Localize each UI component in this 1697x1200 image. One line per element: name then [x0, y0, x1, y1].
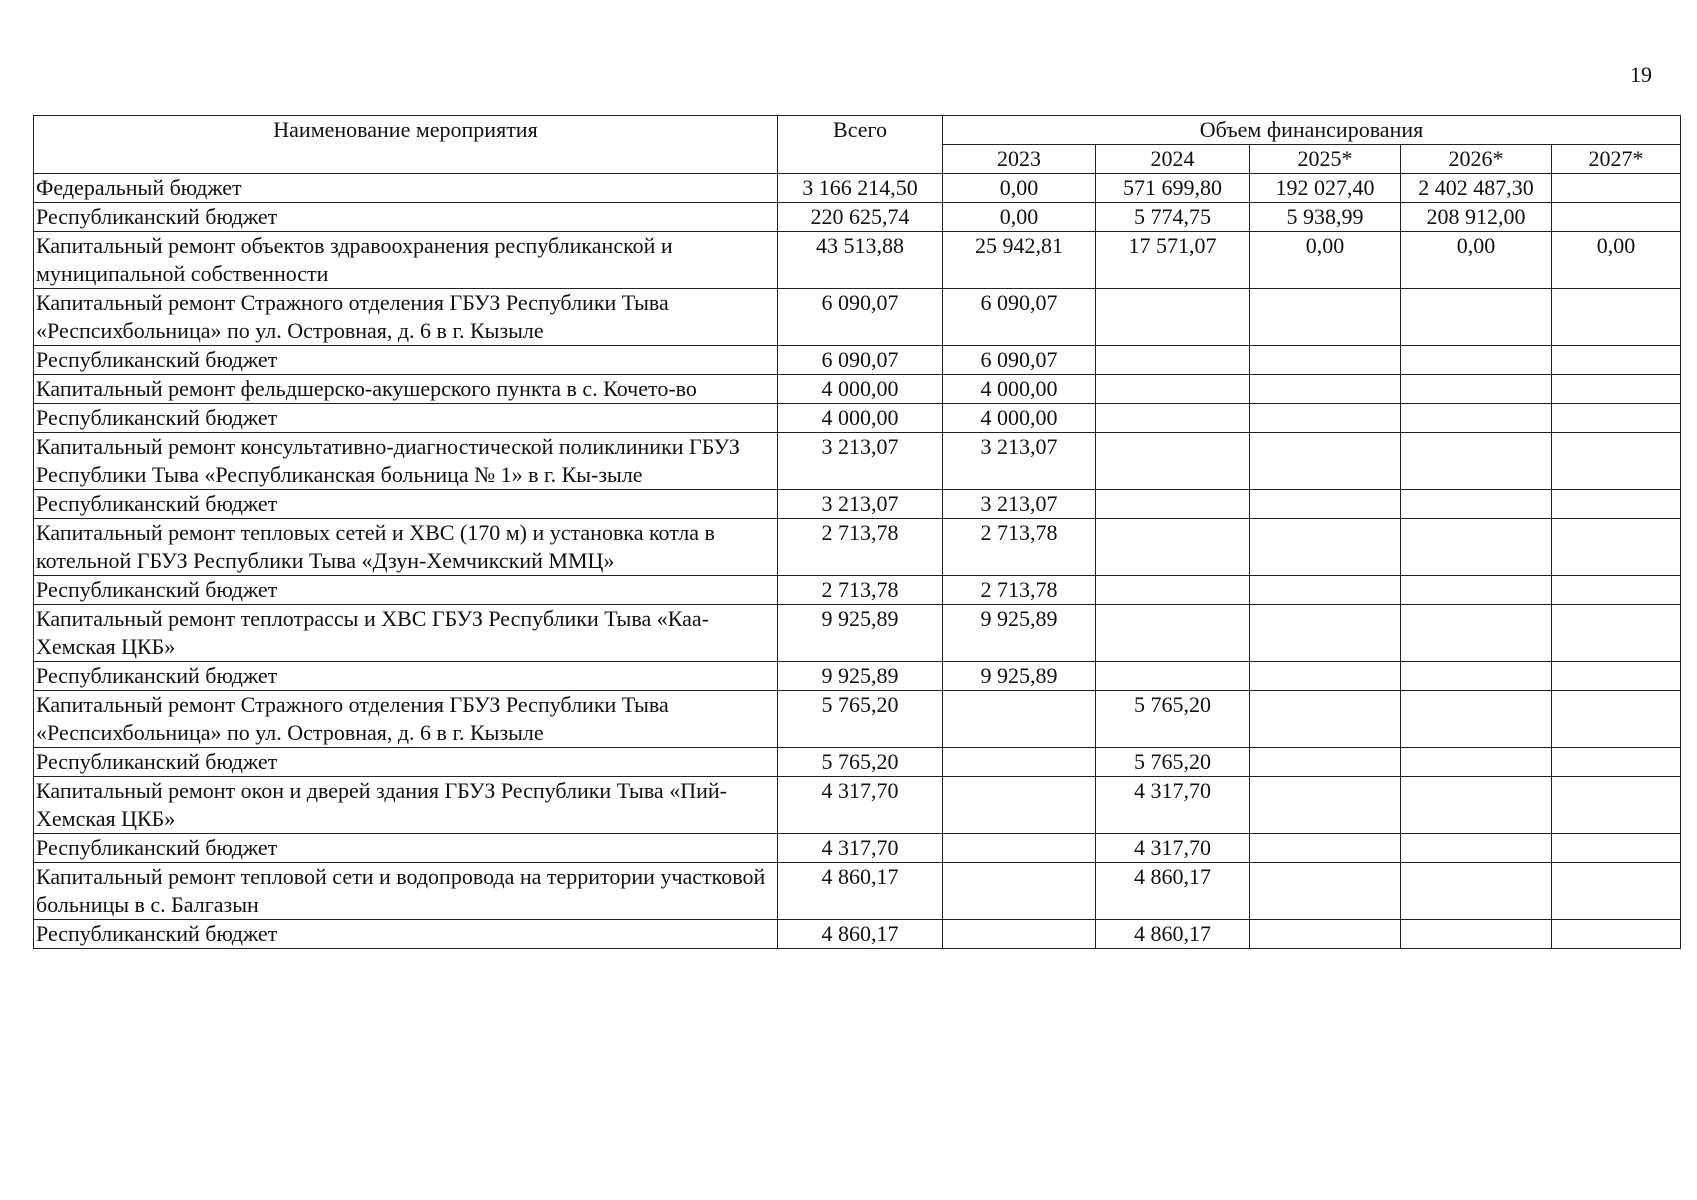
row-2027: [1552, 605, 1681, 662]
row-name: Республиканский бюджет: [34, 920, 778, 949]
row-2025: [1250, 662, 1401, 691]
row-2024: 4 317,70: [1096, 834, 1250, 863]
row-2025: 5 938,99: [1250, 203, 1401, 232]
row-2025: [1250, 433, 1401, 490]
header-year-2024: 2024: [1096, 145, 1250, 174]
row-name: Капитальный ремонт тепловой сети и водопровода на территории участковой больницы в с. Балгазын: [34, 863, 778, 920]
row-2027: [1552, 834, 1681, 863]
row-2024: [1096, 375, 1250, 404]
header-year-2025: 2025*: [1250, 145, 1401, 174]
row-2023: 6 090,07: [943, 289, 1096, 346]
row-name: Республиканский бюджет: [34, 346, 778, 375]
row-2027: [1552, 519, 1681, 576]
row-2026: [1401, 490, 1552, 519]
row-2023: 2 713,78: [943, 576, 1096, 605]
table-row: [34, 777, 1681, 834]
row-name: Капитальный ремонт окон и дверей здания ГБУЗ Республики Тыва «Пий-Хемская ЦКБ»: [34, 777, 778, 834]
row-2025: [1250, 834, 1401, 863]
row-2026: [1401, 375, 1552, 404]
row-2023: [943, 748, 1096, 777]
row-2027: [1552, 691, 1681, 748]
header-total: Всего: [778, 116, 943, 174]
row-2027: 0,00: [1552, 232, 1681, 289]
row-2023: 9 925,89: [943, 662, 1096, 691]
row-2027: [1552, 777, 1681, 834]
row-total: 4 000,00: [778, 404, 943, 433]
row-total: 4 317,70: [778, 834, 943, 863]
row-2024: [1096, 605, 1250, 662]
row-total: 4 317,70: [778, 777, 943, 834]
row-2026: [1401, 834, 1552, 863]
row-2023: 25 942,81: [943, 232, 1096, 289]
row-2026: [1401, 433, 1552, 490]
header-year-2023: 2023: [943, 145, 1096, 174]
row-2025: [1250, 691, 1401, 748]
table-row: [34, 174, 1681, 203]
row-2025: [1250, 605, 1401, 662]
table-row: [34, 519, 1681, 576]
header-year-2026: 2026*: [1401, 145, 1552, 174]
table-row: [34, 346, 1681, 375]
row-name: Республиканский бюджет: [34, 203, 778, 232]
row-2026: [1401, 289, 1552, 346]
table-row: [34, 863, 1681, 920]
table-row: [34, 375, 1681, 404]
row-2023: 3 213,07: [943, 490, 1096, 519]
row-name: Республиканский бюджет: [34, 662, 778, 691]
row-2025: [1250, 576, 1401, 605]
row-2025: [1250, 920, 1401, 949]
row-name: Капитальный ремонт объектов здравоохранения республиканской и муниципальной собственности: [34, 232, 778, 289]
row-2024: [1096, 346, 1250, 375]
row-2026: [1401, 662, 1552, 691]
row-2024: [1096, 433, 1250, 490]
row-2025: [1250, 289, 1401, 346]
table-row: [34, 748, 1681, 777]
row-2023: 9 925,89: [943, 605, 1096, 662]
financing-table: [33, 115, 1681, 949]
row-2023: [943, 777, 1096, 834]
row-total: 43 513,88: [778, 232, 943, 289]
row-name: Республиканский бюджет: [34, 404, 778, 433]
header-year-2027: 2027*: [1552, 145, 1681, 174]
row-2025: [1250, 777, 1401, 834]
row-2026: [1401, 346, 1552, 375]
row-total: 3 213,07: [778, 490, 943, 519]
row-name: Капитальный ремонт Стражного отделения ГБУЗ Республики Тыва «Респсихбольница» по ул. Островная, д. 6 в г. Кызыле: [34, 691, 778, 748]
row-total: 5 765,20: [778, 748, 943, 777]
row-2024: [1096, 662, 1250, 691]
row-total: 5 765,20: [778, 691, 943, 748]
row-2025: 192 027,40: [1250, 174, 1401, 203]
row-2025: [1250, 346, 1401, 375]
row-2025: [1250, 748, 1401, 777]
header-name: Наименование мероприятия: [34, 116, 778, 174]
row-2024: 4 860,17: [1096, 920, 1250, 949]
table-row: [34, 203, 1681, 232]
row-2023: 4 000,00: [943, 375, 1096, 404]
row-name: Республиканский бюджет: [34, 834, 778, 863]
row-2027: [1552, 375, 1681, 404]
row-total: 9 925,89: [778, 662, 943, 691]
row-2027: [1552, 404, 1681, 433]
row-2025: [1250, 863, 1401, 920]
table-row: [34, 691, 1681, 748]
row-2027: [1552, 289, 1681, 346]
row-2023: 4 000,00: [943, 404, 1096, 433]
row-total: 3 213,07: [778, 433, 943, 490]
row-2026: [1401, 777, 1552, 834]
table-row: [34, 662, 1681, 691]
row-name: Капитальный ремонт консультативно-диагностической поликлиники ГБУЗ Республики Тыва «Республиканская больница № 1» в г. Кы-зыле: [34, 433, 778, 490]
row-total: 9 925,89: [778, 605, 943, 662]
row-2026: 208 912,00: [1401, 203, 1552, 232]
row-2027: [1552, 203, 1681, 232]
row-2026: [1401, 863, 1552, 920]
row-2024: 5 765,20: [1096, 748, 1250, 777]
row-total: 4 860,17: [778, 920, 943, 949]
row-2023: [943, 691, 1096, 748]
row-total: 6 090,07: [778, 289, 943, 346]
page-number: 19: [1630, 62, 1652, 87]
row-2023: 0,00: [943, 174, 1096, 203]
row-2023: 2 713,78: [943, 519, 1096, 576]
row-total: 220 625,74: [778, 203, 943, 232]
row-2026: [1401, 920, 1552, 949]
row-2024: [1096, 576, 1250, 605]
row-2025: [1250, 375, 1401, 404]
row-2024: 5 774,75: [1096, 203, 1250, 232]
table-row: [34, 605, 1681, 662]
row-total: 4 860,17: [778, 863, 943, 920]
row-2025: [1250, 519, 1401, 576]
row-2026: [1401, 576, 1552, 605]
row-total: 3 166 214,50: [778, 174, 943, 203]
row-name: Федеральный бюджет: [34, 174, 778, 203]
row-2026: [1401, 404, 1552, 433]
row-2027: [1552, 748, 1681, 777]
row-2024: [1096, 490, 1250, 519]
row-2027: [1552, 662, 1681, 691]
table-row: [34, 576, 1681, 605]
row-2026: 0,00: [1401, 232, 1552, 289]
row-2023: 6 090,07: [943, 346, 1096, 375]
row-2023: [943, 920, 1096, 949]
row-name: Капитальный ремонт фельдшерско-акушерского пункта в с. Кочето-во: [34, 375, 778, 404]
table-row: [34, 289, 1681, 346]
row-2026: [1401, 519, 1552, 576]
row-name: Капитальный ремонт теплотрассы и ХВС ГБУЗ Республики Тыва «Каа-Хемская ЦКБ»: [34, 605, 778, 662]
row-2024: [1096, 289, 1250, 346]
table-row: [34, 834, 1681, 863]
table-row: [34, 404, 1681, 433]
row-2027: [1552, 433, 1681, 490]
row-2027: [1552, 863, 1681, 920]
row-2025: [1250, 404, 1401, 433]
row-name: Капитальный ремонт Стражного отделения ГБУЗ Республики Тыва «Респсихбольница» по ул. Островная, д. 6 в г. Кызыле: [34, 289, 778, 346]
row-total: 2 713,78: [778, 519, 943, 576]
row-2023: 0,00: [943, 203, 1096, 232]
row-2027: [1552, 174, 1681, 203]
row-name: Капитальный ремонт тепловых сетей и ХВС (170 м) и установка котла в котельной ГБУЗ Республики Тыва «Дзун-Хемчикский ММЦ»: [34, 519, 778, 576]
row-2024: 4 860,17: [1096, 863, 1250, 920]
row-total: 4 000,00: [778, 375, 943, 404]
row-2026: [1401, 748, 1552, 777]
row-2027: [1552, 346, 1681, 375]
table-row: [34, 490, 1681, 519]
row-total: 6 090,07: [778, 346, 943, 375]
row-2023: [943, 834, 1096, 863]
table-body: [34, 174, 1681, 949]
row-2023: [943, 863, 1096, 920]
row-2024: [1096, 519, 1250, 576]
table-row: [34, 433, 1681, 490]
row-2027: [1552, 576, 1681, 605]
row-2024: [1096, 404, 1250, 433]
row-2025: 0,00: [1250, 232, 1401, 289]
row-2024: 571 699,80: [1096, 174, 1250, 203]
table-row: [34, 232, 1681, 289]
row-2027: [1552, 490, 1681, 519]
row-2026: [1401, 605, 1552, 662]
row-2023: 3 213,07: [943, 433, 1096, 490]
row-2025: [1250, 490, 1401, 519]
row-2027: [1552, 920, 1681, 949]
row-2024: 17 571,07: [1096, 232, 1250, 289]
row-total: 2 713,78: [778, 576, 943, 605]
table-row: [34, 920, 1681, 949]
header-financing-volume: Объем финансирования: [943, 116, 1681, 145]
row-name: Республиканский бюджет: [34, 576, 778, 605]
row-name: Республиканский бюджет: [34, 490, 778, 519]
row-2026: 2 402 487,30: [1401, 174, 1552, 203]
row-2024: 4 317,70: [1096, 777, 1250, 834]
row-2026: [1401, 691, 1552, 748]
row-name: Республиканский бюджет: [34, 748, 778, 777]
row-2024: 5 765,20: [1096, 691, 1250, 748]
